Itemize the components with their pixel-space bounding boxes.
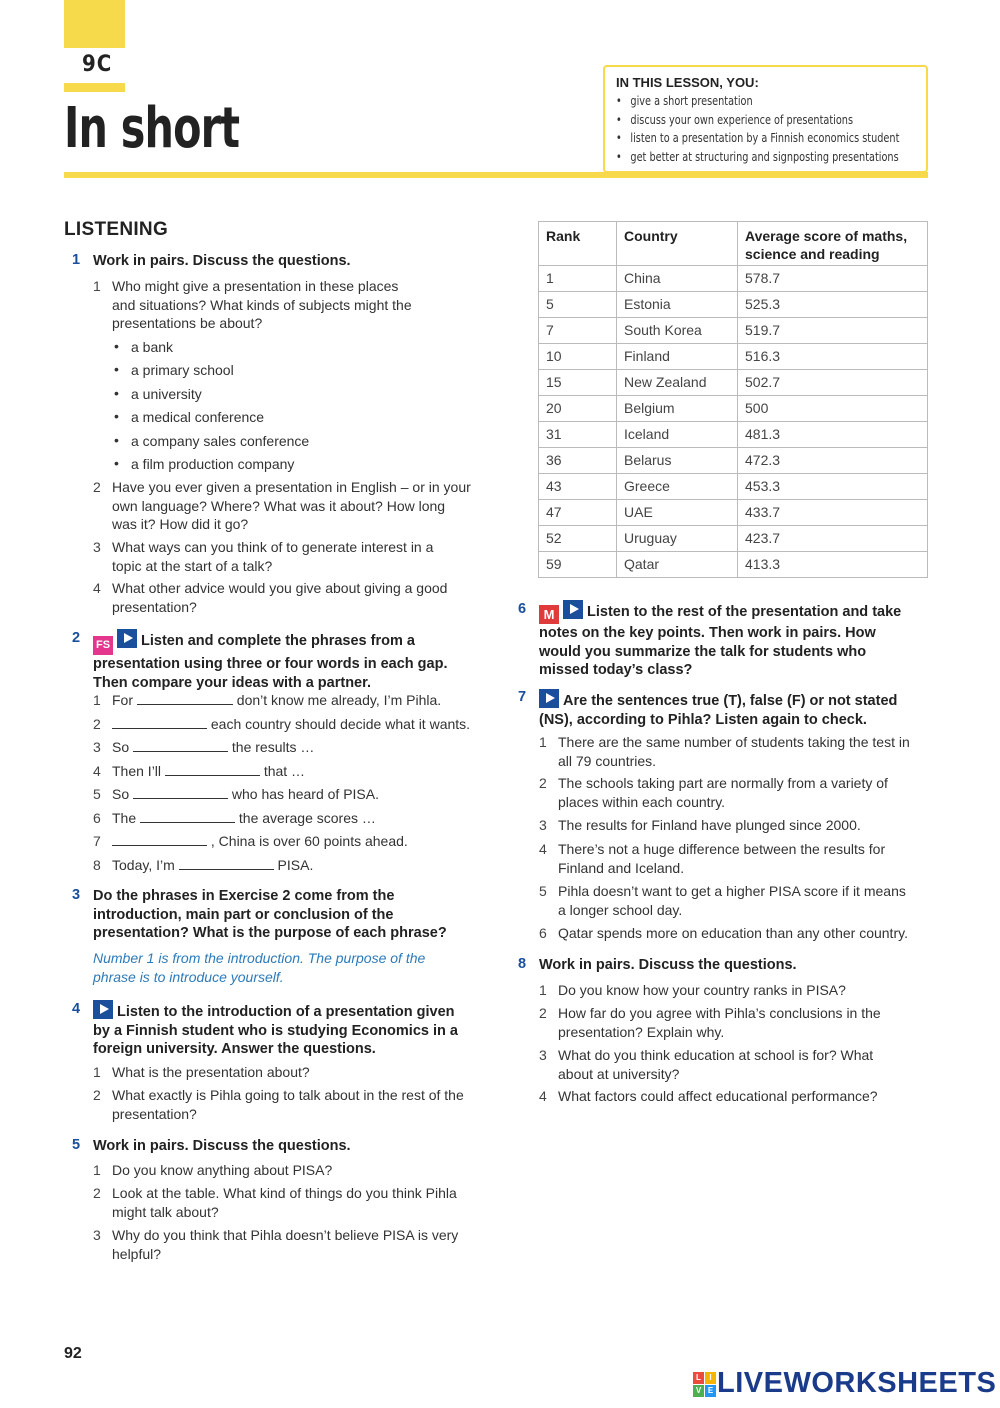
table-row xyxy=(539,396,928,422)
exercise-instruction: Listen to the introduction of a presentation given by a Finnish student who is studying Economics in a foreign university. Answer the questions. xyxy=(93,1000,493,1059)
liveworksheets-brand-text: LIVEWORKSHEETS xyxy=(717,1367,997,1399)
bullet-icon: • xyxy=(114,361,119,377)
section-title: LISTENING xyxy=(64,219,169,240)
question-number: 1 xyxy=(93,1162,101,1178)
audio-play-icon[interactable] xyxy=(117,629,137,648)
liveworksheets-logo[interactable] xyxy=(693,1367,996,1400)
page-title: In short xyxy=(64,96,240,161)
question-text: The schools taking part are normally from a variety of places within each country. xyxy=(558,775,888,810)
question-number: 2 xyxy=(93,1087,101,1103)
score-cell: 502.7 xyxy=(738,370,928,396)
score-cell: 519.7 xyxy=(738,318,928,344)
score-cell: 481.3 xyxy=(738,422,928,448)
exercise-number: 2 xyxy=(72,630,81,646)
bullet-icon: • xyxy=(114,385,119,401)
rank-cell: 31 xyxy=(539,422,617,448)
table-header-cell: Country xyxy=(617,222,738,266)
rank-cell: 59 xyxy=(539,552,617,578)
table-header-row xyxy=(539,222,928,266)
country-cell: China xyxy=(617,266,738,292)
question-text: Who might give a presentation in these places and situations? What kinds of subjects might the presentations be about? xyxy=(112,278,412,331)
answer-gap[interactable] xyxy=(133,740,228,752)
question-number: 1 xyxy=(539,734,547,750)
fs-badge-icon: FS xyxy=(93,636,113,655)
score-cell: 500 xyxy=(738,396,928,422)
lesson-objectives-heading: IN THIS LESSON, YOU: xyxy=(616,75,759,90)
lesson-objective: • discuss your own experience of presentations xyxy=(616,111,886,130)
question-text: What other advice would you give about giving a good presentation? xyxy=(112,580,448,615)
score-cell: 423.7 xyxy=(738,526,928,552)
question-number: 2 xyxy=(93,716,101,732)
question-text: What exactly is Pihla going to talk about in the rest of the presentation? xyxy=(112,1087,464,1122)
list-item: a bank xyxy=(131,339,174,355)
bullet-icon: • xyxy=(114,432,119,448)
question-number: 3 xyxy=(93,739,101,755)
question-text: Look at the table. What kind of things do you think Pihla might talk about? xyxy=(112,1185,457,1220)
question-text: There are the same number of students taking the test in all 79 countries. xyxy=(558,734,910,769)
rank-cell: 7 xyxy=(539,318,617,344)
question-text: Have you ever given a presentation in English – or in your own language? Where? What was it about? How long was it? How did it go? xyxy=(112,479,471,532)
audio-play-icon[interactable] xyxy=(93,1000,113,1019)
m-badge-icon: M xyxy=(539,605,559,624)
bullet-icon: • xyxy=(114,455,119,471)
table-row xyxy=(539,370,928,396)
list-item: a primary school xyxy=(131,362,234,378)
answer-gap[interactable] xyxy=(112,834,207,846)
exercise-instruction: M Listen to the rest of the presentation and take notes on the key points. Then work in pairs. How would you summarize the talk for students who missed today’s class? xyxy=(539,600,929,680)
rank-cell: 10 xyxy=(539,344,617,370)
rank-cell: 5 xyxy=(539,292,617,318)
score-cell: 453.3 xyxy=(738,474,928,500)
question-number: 5 xyxy=(539,883,547,899)
exercise-instruction: Work in pairs. Discuss the questions. xyxy=(93,1138,351,1154)
list-item: a university xyxy=(131,386,202,402)
exercise-number: 1 xyxy=(72,252,81,268)
audio-play-icon[interactable] xyxy=(539,689,559,708)
table-row xyxy=(539,292,928,318)
lesson-objectives-box xyxy=(603,65,928,173)
country-cell: New Zealand xyxy=(617,370,738,396)
gap-fill-item: each country should decide what it wants. xyxy=(112,715,470,734)
country-cell: Qatar xyxy=(617,552,738,578)
question-text: What factors could affect educational performance? xyxy=(558,1088,878,1104)
country-cell: Uruguay xyxy=(617,526,738,552)
table-row xyxy=(539,500,928,526)
score-cell: 472.3 xyxy=(738,448,928,474)
question-number: 1 xyxy=(539,982,547,998)
gap-fill-item: Then I’ll that … xyxy=(112,763,306,779)
question-text: What ways can you think of to generate interest in a topic at the start of a talk? xyxy=(112,539,434,574)
page-number: 92 xyxy=(64,1345,82,1362)
table-row xyxy=(539,448,928,474)
question-number: 3 xyxy=(539,817,547,833)
question-number: 1 xyxy=(93,278,101,294)
liveworksheets-icon: L I V E xyxy=(693,1372,715,1396)
score-cell: 578.7 xyxy=(738,266,928,292)
exercise-number: 5 xyxy=(72,1137,81,1153)
table-row xyxy=(539,526,928,552)
score-cell: 413.3 xyxy=(738,552,928,578)
rank-cell: 1 xyxy=(539,266,617,292)
question-number: 6 xyxy=(93,810,101,826)
exercise-number: 6 xyxy=(518,601,527,617)
table-row xyxy=(539,318,928,344)
bullet-icon: • xyxy=(114,338,119,354)
unit-underline xyxy=(64,83,125,92)
question-text: Do you know anything about PISA? xyxy=(112,1162,333,1178)
table-row xyxy=(539,344,928,370)
question-number: 3 xyxy=(539,1047,547,1063)
score-cell: 433.7 xyxy=(738,500,928,526)
question-number: 6 xyxy=(539,925,547,941)
question-text: What do you think education at school is for? What about at university? xyxy=(558,1047,874,1082)
unit-color-block xyxy=(64,0,125,48)
bullet-icon: • xyxy=(114,408,119,424)
table-row xyxy=(539,422,928,448)
list-item: a film production company xyxy=(131,456,295,472)
lesson-objective: • listen to a presentation by a Finnish economics student xyxy=(616,129,886,148)
answer-gap[interactable] xyxy=(133,787,228,799)
question-number: 3 xyxy=(93,539,101,555)
exercise-instruction: Work in pairs. Discuss the questions. xyxy=(93,253,351,269)
answer-gap[interactable] xyxy=(165,764,260,776)
table-row xyxy=(539,552,928,578)
answer-gap[interactable] xyxy=(179,858,274,870)
exercise-number: 3 xyxy=(72,887,81,903)
question-number: 3 xyxy=(93,1227,101,1243)
gap-fill-item: Today, I’m PISA. xyxy=(112,857,314,873)
exercise-number: 7 xyxy=(518,689,527,705)
question-text: The results for Finland have plunged since 2000. xyxy=(558,817,861,833)
question-text: Do you know how your country ranks in PISA? xyxy=(558,982,846,998)
audio-play-icon[interactable] xyxy=(563,600,583,619)
rank-cell: 36 xyxy=(539,448,617,474)
score-cell: 516.3 xyxy=(738,344,928,370)
question-text: Why do you think that Pihla doesn’t believe PISA is very helpful? xyxy=(112,1227,459,1262)
question-text: Qatar spends more on education than any other country. xyxy=(558,925,908,941)
question-text: How far do you agree with Pihla’s conclusions in the presentation? Explain why. xyxy=(558,1005,881,1040)
question-number: 4 xyxy=(93,763,101,779)
lesson-objective: • get better at structuring and signposting presentations xyxy=(616,148,886,167)
gap-fill-item: , China is over 60 points ahead. xyxy=(112,832,408,851)
exercise-instruction: Are the sentences true (T), false (F) or not stated (NS), according to Pihla? Listen again to check. xyxy=(539,689,929,729)
question-number: 7 xyxy=(93,833,101,849)
rank-cell: 43 xyxy=(539,474,617,500)
answer-gap[interactable] xyxy=(137,693,233,705)
country-cell: Finland xyxy=(617,344,738,370)
exercise-instruction: Work in pairs. Discuss the questions. xyxy=(539,957,797,973)
exercise-instruction: FS Listen and complete the phrases from a presentation using three or four words in each gap. Then compare your ideas with a partner. xyxy=(93,629,493,692)
question-number: 4 xyxy=(539,841,547,857)
example-answer: Number 1 is from the introduction. The purpose of the phrase is to introduce yourself. xyxy=(93,950,426,985)
answer-gap[interactable] xyxy=(140,811,235,823)
lesson-objective: • give a short presentation xyxy=(616,92,886,111)
rank-cell: 52 xyxy=(539,526,617,552)
gap-fill-item: For don’t know me already, I’m Pihla. xyxy=(112,692,442,708)
pisa-ranking-table xyxy=(538,221,928,578)
question-number: 4 xyxy=(539,1088,547,1104)
country-cell: Belgium xyxy=(617,396,738,422)
question-number: 4 xyxy=(93,580,101,596)
question-number: 1 xyxy=(93,692,101,708)
answer-gap[interactable] xyxy=(112,717,207,729)
table-header-cell: Average score of maths, science and reading xyxy=(738,222,928,266)
rank-cell: 15 xyxy=(539,370,617,396)
exercise-number: 8 xyxy=(518,956,527,972)
exercise-number: 4 xyxy=(72,1001,81,1017)
list-item: a medical conference xyxy=(131,409,265,425)
country-cell: UAE xyxy=(617,500,738,526)
list-item: a company sales conference xyxy=(131,433,310,449)
question-text: There’s not a huge difference between the results for Finland and Iceland. xyxy=(558,841,886,876)
gap-fill-item: So who has heard of PISA. xyxy=(112,786,379,802)
lesson-objectives-list xyxy=(616,92,916,166)
question-number: 8 xyxy=(93,857,101,873)
question-number: 1 xyxy=(93,1064,101,1080)
rank-cell: 47 xyxy=(539,500,617,526)
question-number: 2 xyxy=(93,1185,101,1201)
table-header-cell: Rank xyxy=(539,222,617,266)
country-cell: Estonia xyxy=(617,292,738,318)
table-row xyxy=(539,474,928,500)
unit-code: 9C xyxy=(82,52,113,77)
gap-fill-item: The the average scores … xyxy=(112,810,376,826)
gap-fill-item: So the results … xyxy=(112,739,315,755)
question-number: 2 xyxy=(539,775,547,791)
question-number: 2 xyxy=(93,479,101,495)
question-text: Pihla doesn’t want to get a higher PISA score if it means a longer school day. xyxy=(558,883,906,918)
country-cell: Greece xyxy=(617,474,738,500)
score-cell: 525.3 xyxy=(738,292,928,318)
rank-cell: 20 xyxy=(539,396,617,422)
table-row xyxy=(539,266,928,292)
question-text: What is the presentation about? xyxy=(112,1064,310,1080)
country-cell: South Korea xyxy=(617,318,738,344)
exercise-instruction: Do the phrases in Exercise 2 come from the introduction, main part or conclusion of the presentation? What is the purpose of each phrase? xyxy=(93,888,447,941)
country-cell: Iceland xyxy=(617,422,738,448)
question-number: 2 xyxy=(539,1005,547,1021)
question-number: 5 xyxy=(93,786,101,802)
country-cell: Belarus xyxy=(617,448,738,474)
